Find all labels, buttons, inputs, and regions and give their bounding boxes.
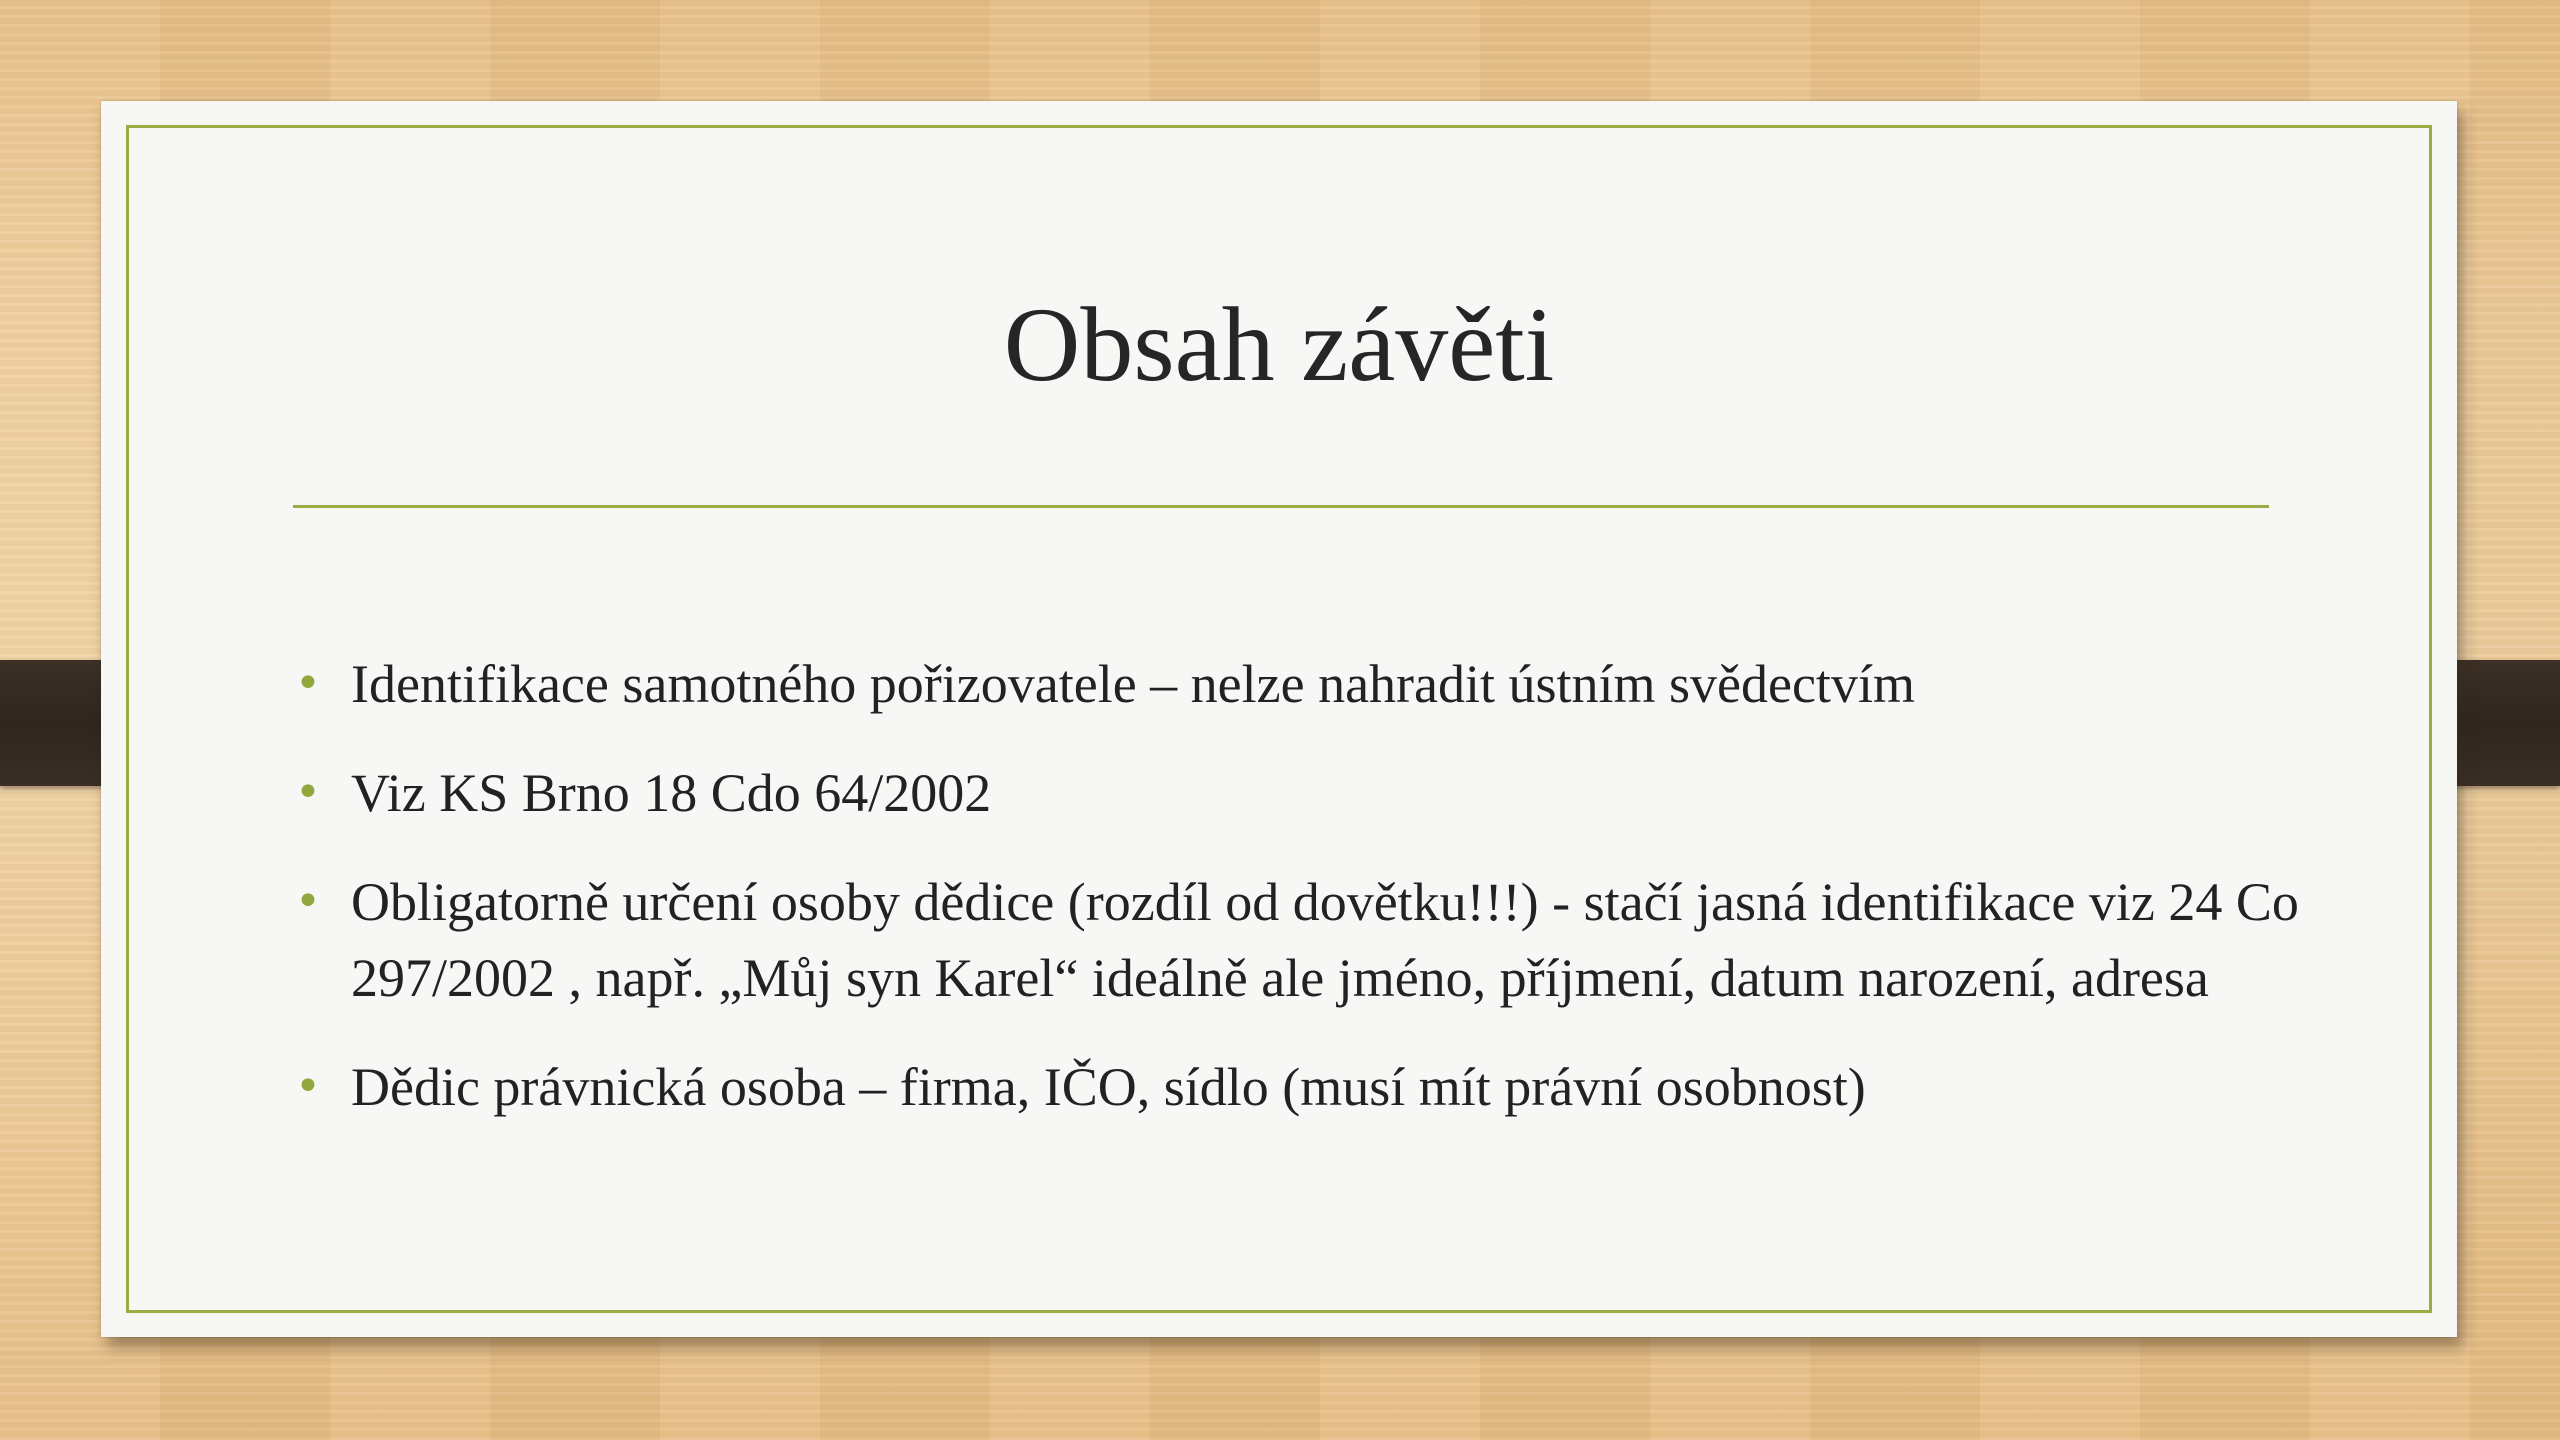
bullet-item (295, 1049, 2331, 1125)
presentation-slide (101, 101, 2457, 1337)
bullet-text: Dědic právnická osoba – firma, IČO, sídlo (musí mít právní osobnost) (351, 1057, 1866, 1117)
bullet-text: Viz KS Brno 18 Cdo 64/2002 (351, 763, 992, 823)
bullet-item (295, 646, 2331, 722)
title-divider (293, 505, 2269, 508)
bullet-list (295, 646, 2331, 1158)
bullet-item (295, 864, 2331, 1016)
slide-title: Obsah závěti (1003, 286, 1555, 403)
bullet-icon: • (295, 1061, 321, 1112)
bullet-text: Obligatorně určení osoby dědice (rozdíl od dovětku!!!) - stačí jasná identifikace viz 24 Co 297/2002 , např. „Můj syn Karel“ ideálně ale jméno, příjmení, datum narození, adresa (351, 872, 2299, 1008)
bullet-item (295, 755, 2331, 831)
bullet-text: Identifikace samotného pořizovatele – nelze nahradit ústním svědectvím (351, 654, 1915, 714)
bullet-icon: • (295, 658, 321, 709)
bullet-icon: • (295, 767, 321, 818)
bullet-icon: • (295, 876, 321, 927)
